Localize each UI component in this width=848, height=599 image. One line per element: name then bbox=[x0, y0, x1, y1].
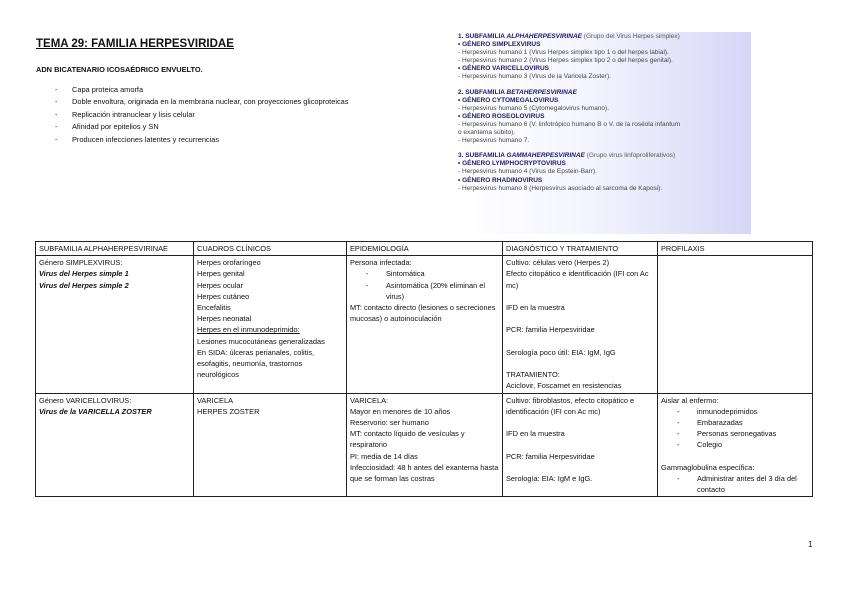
epi-item: - Sintomática bbox=[350, 268, 499, 279]
epi-transmission: MT: contacto directo (lesiones o secreciones mucosas) o autoinoculación bbox=[350, 303, 496, 324]
clinical-item: Herpes orofaríngeo bbox=[197, 258, 261, 268]
header-clinical: CUADROS CLÍNICOS bbox=[194, 242, 347, 256]
proph-item: - inmunodeprimidos bbox=[661, 406, 809, 417]
proph-item: - Embarazadas bbox=[661, 417, 809, 428]
species-item: - Herpesvirus humano 7. bbox=[458, 137, 530, 145]
species-item: - Herpesvirus humano 3 (Virus de la Varicela Zoster). bbox=[458, 73, 611, 81]
clinical-item: Herpes cutáneo bbox=[197, 291, 250, 301]
table-row-varicellovirus bbox=[36, 393, 813, 497]
genus-varicellovirus: • GÉNERO VARICELLOVIRUS bbox=[458, 65, 549, 73]
epi-item: Mayor en menores de 10 años bbox=[350, 406, 451, 416]
diag-ifd: IFD en la muestra bbox=[506, 429, 565, 439]
cell-diagnosis bbox=[503, 393, 658, 497]
virus-name: Virus de la VARICELLA ZOSTER bbox=[39, 406, 152, 416]
list-item: - Afinidad por epitelios y SN bbox=[55, 121, 349, 133]
characteristics-list bbox=[55, 84, 349, 146]
list-item: - Doble envoltura, originada en la membrana nuclear, con proyecciones glicoproteicas bbox=[55, 96, 349, 108]
beta-subfamily-heading: 2. SUBFAMILIA BETAHERPESVIRINAE bbox=[458, 88, 577, 96]
genus-label: Género VARICELLOVIRUS: bbox=[39, 395, 132, 405]
epi-item: VARICELA: bbox=[350, 395, 389, 405]
clinical-immuno-heading: Herpes en el inmunodeprimido: bbox=[197, 325, 300, 335]
table-header-row bbox=[36, 242, 813, 256]
header-subfamily: SUBFAMILIA ALPHAHERPESVIRINAE bbox=[36, 242, 194, 256]
clinical-item: HERPES ZOSTER bbox=[197, 406, 260, 416]
clinical-item: Herpes genital bbox=[197, 269, 245, 279]
proph-item: - Colegio bbox=[661, 439, 809, 450]
list-item: - Producen infecciones latentes y recurrencias bbox=[55, 134, 349, 146]
diag-pcr: PCR: familia Herpesviridae bbox=[506, 451, 595, 461]
diag-serology: Serología poco útil: EIA: IgM, IgG bbox=[506, 347, 616, 357]
cell-diagnosis bbox=[503, 256, 658, 393]
cell-subfamily bbox=[36, 393, 194, 497]
dna-description: ADN BICATENARIO ICOSAÉDRICO ENVUELTO. bbox=[36, 65, 203, 74]
alpha-subfamily-heading: 1. SUBFAMILIA ALPHAHERPESVIRINAE (Grupo del Virus Herpes simplex) bbox=[458, 33, 680, 40]
epi-item: Infecciosidad: 48 h antes del exantema hasta que se forman las costras bbox=[350, 462, 499, 483]
virus-name: Virus del Herpes simple 1 bbox=[39, 269, 129, 279]
genus-roseolovirus: • GÉNERO ROSEOLOVIRUS bbox=[458, 112, 545, 120]
species-item: - Herpesvirus humano 2 (Virus Herpes simplex tipo 2 o del herpes genital). bbox=[458, 57, 673, 65]
genus-cytomegalovirus: • GÉNERO CYTOMEGALOVIRUS bbox=[458, 96, 559, 104]
epi-item: - Asintomática (20% eliminan el virus) bbox=[350, 280, 499, 302]
header-prophylaxis: PROFILAXIS bbox=[658, 242, 813, 256]
clinical-item: Lesiones mucocutáneas generalizadas bbox=[197, 336, 325, 346]
epi-lead: Persona infectada: bbox=[350, 258, 412, 268]
genus-rhadinovirus: • GÉNERO RHADINOVIRUS bbox=[458, 176, 543, 184]
clinical-item: VARICELA bbox=[197, 395, 234, 405]
virus-name: Virus del Herpes simple 2 bbox=[39, 280, 129, 290]
page-title: TEMA 29: FAMILIA HERPESVIRIDAE bbox=[36, 38, 234, 50]
genus-simplexvirus: • GÉNERO SIMPLEXVIRUS bbox=[458, 41, 541, 49]
species-item: - Herpesvirus humano 6 (V. linfotrópico humano B o V. de la roséola infantum bbox=[458, 120, 681, 128]
cell-subfamily bbox=[36, 256, 194, 393]
gamma-subfamily-heading: 3. SUBFAMILIA GAMMAHERPESVIRINAE (Grupo virus linfoproliferativos) bbox=[458, 152, 676, 160]
cell-epidemiology bbox=[347, 393, 503, 497]
proph-item: - Administrar antes del 3 día del contacto bbox=[661, 473, 809, 495]
herpes-table bbox=[35, 241, 813, 497]
treatment-text: Aciclovir, Foscarnet en resistencias bbox=[506, 381, 622, 391]
cell-prophylaxis bbox=[658, 256, 813, 393]
list-item: - Capa proteica amorfa bbox=[55, 84, 349, 96]
epi-item: Reservorio: ser humano bbox=[350, 417, 429, 427]
diag-pcr: PCR: familia Herpesviridae bbox=[506, 325, 595, 335]
diag-ifd: IFD en la muestra bbox=[506, 303, 565, 312]
species-item: - Herpesvirus humano 5 (Cytomegalovirus humano). bbox=[458, 104, 610, 112]
clinical-item: Herpes ocular bbox=[197, 280, 244, 290]
species-item: - Herpesvirus humano 4 (Virus de Epstein-Barr). bbox=[458, 168, 597, 176]
proph-item: - Personas seronegativas bbox=[661, 428, 809, 439]
species-item: o exantema súbito). bbox=[458, 129, 516, 137]
cell-clinical bbox=[194, 393, 347, 497]
species-item: - Herpesvirus humano 8 (Herpesvirus asociado al sarcoma de Kaposi). bbox=[458, 184, 663, 192]
clinical-item: En SIDA: úlceras perianales, colitis, esofagitis, neumonía, trastornos neurológicos bbox=[197, 347, 315, 380]
genus-label: Género SIMPLEXVIRUS: bbox=[39, 258, 123, 268]
proph-gamma: Gammaglobulina específica: bbox=[661, 462, 755, 472]
cell-clinical bbox=[194, 256, 347, 393]
classification-box bbox=[456, 32, 751, 234]
clinical-item: Herpes neonatal bbox=[197, 314, 252, 324]
cell-epidemiology bbox=[347, 256, 503, 393]
cell-prophylaxis bbox=[658, 393, 813, 497]
diag-serology: Serología: EIA: IgM e IgG. bbox=[506, 473, 593, 483]
diag-culture: Cultivo: fibroblastos, efecto citopático e identificación (IFI con Ac mc) bbox=[506, 395, 635, 416]
species-item: - Herpesvirus humano 1 (Virus Herpes simplex tipo 1 o del herpes labial). bbox=[458, 49, 669, 57]
treatment-label: TRATAMIENTO: bbox=[506, 370, 560, 380]
epi-item: PI: media de 14 días bbox=[350, 451, 418, 461]
list-item: - Replicación intranuclear y lisis celular bbox=[55, 109, 349, 121]
page-number: 1 bbox=[808, 540, 813, 549]
diag-culture: Cultivo: células vero (Herpes 2) bbox=[506, 258, 610, 268]
epi-item: MT: contacto líquido de vesículas y respiratorio bbox=[350, 429, 465, 450]
clinical-item: Encefalitis bbox=[197, 303, 231, 313]
proph-isolate: Aislar al enfermo: bbox=[661, 395, 719, 405]
genus-lymphocryptovirus: • GÉNERO LYMPHOCRYPTOVIRUS bbox=[458, 160, 566, 168]
diag-cpe: Efecto citopático e identificación (IFI con Ac mc) bbox=[506, 269, 649, 290]
table-row-simplexvirus bbox=[36, 256, 813, 393]
header-diagnosis: DIAGNÓSTICO Y TRATAMIENTO bbox=[503, 242, 658, 256]
header-epidemiology: EPIDEMIOLOGÍA bbox=[347, 242, 503, 256]
